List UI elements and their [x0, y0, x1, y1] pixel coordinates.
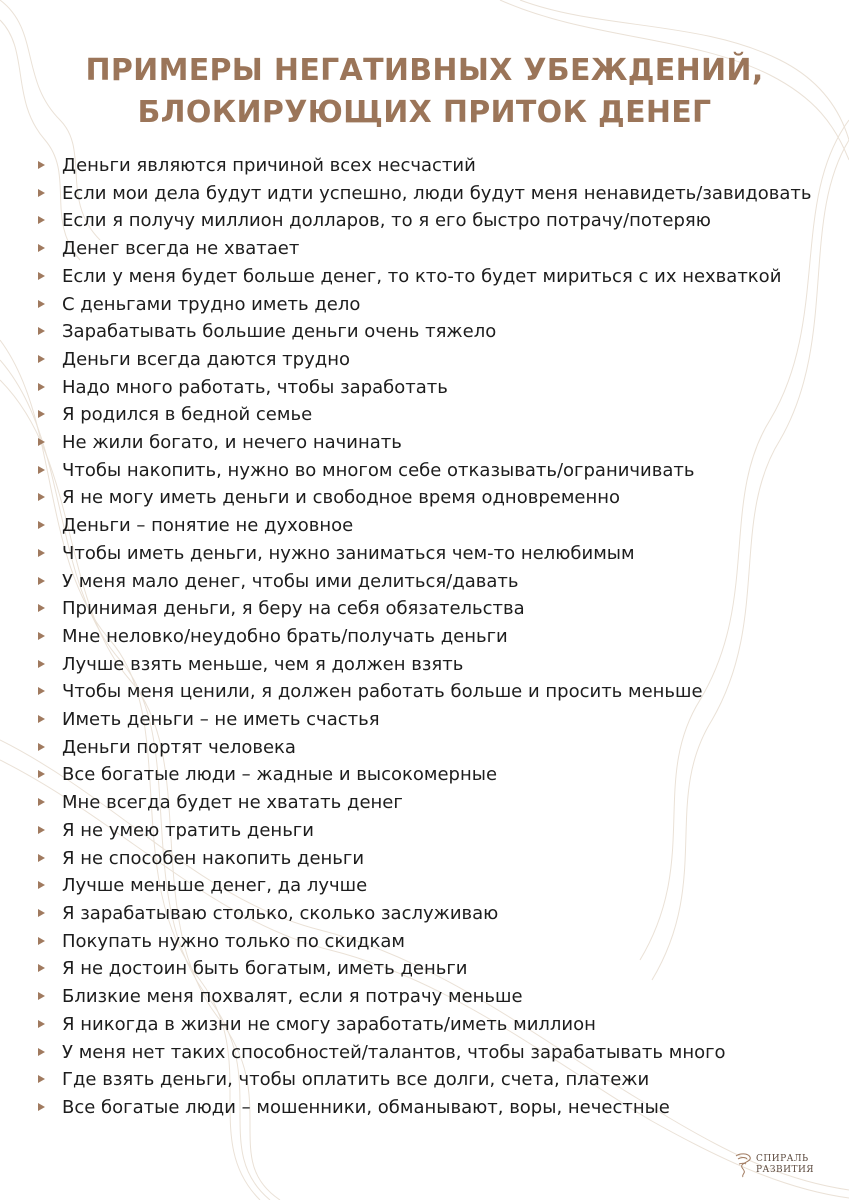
list-item-text: Я не способен накопить деньги	[62, 847, 365, 869]
logo-line-1: СПИРАЛЬ	[756, 1154, 809, 1164]
list-item-text: С деньгами трудно иметь дело	[62, 293, 361, 315]
bullet-triangle-icon	[38, 327, 45, 335]
bullet-triangle-icon	[38, 549, 45, 557]
list-item-text: Лучше меньше денег, да лучше	[62, 875, 368, 897]
list-item-text: Все богатые люди – жадные и высокомерные	[62, 764, 498, 786]
list-item-text: Все богатые люди – мошенники, обманывают, воры, нечестные	[62, 1096, 670, 1118]
list-item	[38, 374, 828, 402]
bullet-triangle-icon	[38, 798, 45, 806]
list-item	[38, 651, 828, 679]
title-line-2: БЛОКИРУЮЩИХ ПРИТОК ДЕНЕГ	[137, 95, 712, 130]
spiral-icon	[734, 1152, 752, 1178]
bullet-triangle-icon	[38, 383, 45, 391]
bullet-triangle-icon	[38, 604, 45, 612]
bullet-triangle-icon	[38, 521, 45, 529]
bullet-triangle-icon	[38, 909, 45, 917]
bullet-triangle-icon	[38, 1020, 45, 1028]
list-item-text: Мне неловко/неудобно брать/получать деньги	[62, 625, 508, 647]
list-item	[38, 706, 828, 734]
list-item-text: Деньги являются причиной всех несчастий	[62, 155, 476, 176]
list-item	[38, 235, 828, 263]
bullet-triangle-icon	[38, 687, 45, 695]
logo-line-2: РАЗВИТИЯ	[756, 1165, 815, 1175]
list-item	[38, 761, 828, 789]
logo	[734, 1150, 824, 1184]
list-item-text: Мне всегда будет не хватать денег	[62, 792, 403, 814]
list-item	[38, 429, 828, 457]
list-item	[38, 1094, 828, 1122]
list-item	[38, 152, 828, 180]
bullet-triangle-icon	[38, 410, 45, 418]
bullet-triangle-icon	[38, 355, 45, 363]
bullet-triangle-icon	[38, 300, 45, 308]
list-item-text: Я не умею тратить деньги	[62, 819, 314, 841]
bullet-triangle-icon	[38, 632, 45, 640]
list-item	[38, 983, 828, 1011]
list-item-text: Я никогда в жизни не смогу заработать/иметь миллион	[62, 1013, 596, 1035]
list-item	[38, 900, 828, 928]
list-item-text: Если я получу миллион долларов, то я его быстро потрачу/потеряю	[62, 210, 711, 232]
list-item	[38, 955, 828, 983]
logo-text	[756, 1154, 826, 1176]
list-item	[38, 401, 828, 429]
list-item	[38, 540, 828, 568]
list-item-text: Иметь деньги – не иметь счастья	[62, 709, 380, 731]
list-item-text: Я не могу иметь деньги и свободное время одновременно	[62, 487, 621, 509]
bullet-triangle-icon	[38, 770, 45, 778]
list-item	[38, 207, 828, 235]
list-item-text: Зарабатывать большие деньги очень тяжело	[62, 321, 497, 343]
list-item	[38, 457, 828, 485]
list-item-text: Близкие меня похвалят, если я потрачу меньше	[62, 986, 523, 1008]
list-item	[38, 484, 828, 512]
list-item-text: Принимая деньги, я беру на себя обязательства	[62, 598, 525, 620]
list-item	[38, 789, 828, 817]
list-item	[38, 180, 828, 208]
bullet-triangle-icon	[38, 826, 45, 834]
list-item	[38, 928, 828, 956]
bullet-triangle-icon	[38, 964, 45, 972]
bullet-triangle-icon	[38, 660, 45, 668]
list-item	[38, 595, 828, 623]
list-item-text: Я не достоин быть богатым, иметь деньги	[62, 958, 468, 980]
list-item	[38, 817, 828, 845]
bullet-triangle-icon	[38, 161, 45, 169]
list-item-text: Деньги всегда даются трудно	[62, 348, 350, 370]
list-item	[38, 734, 828, 762]
list-item	[38, 872, 828, 900]
bullet-triangle-icon	[38, 881, 45, 889]
title-line-1: ПРИМЕРЫ НЕГАТИВНЫХ УБЕЖДЕНИЙ,	[85, 53, 764, 88]
bullet-triangle-icon	[38, 272, 45, 280]
list-item	[38, 512, 828, 540]
list-item-text: Где взять деньги, чтобы оплатить все долги, счета, платежи	[62, 1069, 650, 1091]
list-item	[38, 318, 828, 346]
list-item-text: Я родился в бедной семье	[62, 404, 313, 426]
list-item-text: Не жили богато, и нечего начинать	[62, 432, 402, 454]
bullet-triangle-icon	[38, 1103, 45, 1111]
list-item	[38, 346, 828, 374]
bullet-triangle-icon	[38, 1075, 45, 1083]
list-item-text: Деньги портят человека	[62, 736, 296, 758]
bullet-triangle-icon	[38, 577, 45, 585]
list-item-text: Деньги – понятие не духовное	[62, 515, 354, 537]
list-item	[38, 1066, 828, 1094]
list-item-text: Чтобы иметь деньги, нужно заниматься чем-то нелюбимым	[62, 542, 635, 564]
bullet-triangle-icon	[38, 189, 45, 197]
list-item	[38, 263, 828, 291]
list-item-text: У меня мало денег, чтобы ими делиться/давать	[62, 570, 519, 592]
list-item-text: Если мои дела будут идти успешно, люди будут меня ненавидеть/завидовать	[62, 182, 812, 204]
list-item-text: Лучше взять меньше, чем я должен взять	[62, 653, 464, 675]
list-item	[38, 845, 828, 873]
list-item-text: Надо много работать, чтобы заработать	[62, 376, 448, 398]
list-item-text: Покупать нужно только по скидкам	[62, 930, 405, 952]
list-item-text: Я зарабатываю столько, сколько заслуживаю	[62, 902, 499, 924]
bullet-triangle-icon	[38, 854, 45, 862]
list-item-text: У меня нет таких способностей/талантов, чтобы зарабатывать много	[62, 1041, 726, 1063]
list-item	[38, 623, 828, 651]
bullet-triangle-icon	[38, 493, 45, 501]
bullet-triangle-icon	[38, 743, 45, 751]
bullet-triangle-icon	[38, 438, 45, 446]
bullet-triangle-icon	[38, 1048, 45, 1056]
list-item	[38, 678, 828, 706]
page-title	[0, 50, 849, 134]
list-item-text: Чтобы накопить, нужно во многом себе отказывать/ограничивать	[62, 459, 695, 481]
beliefs-list	[38, 152, 828, 1122]
list-item	[38, 1011, 828, 1039]
bullet-triangle-icon	[38, 466, 45, 474]
list-item	[38, 568, 828, 596]
list-item	[38, 1039, 828, 1067]
list-item-text: Чтобы меня ценили, я должен работать больше и просить меньше	[62, 681, 703, 703]
bullet-triangle-icon	[38, 216, 45, 224]
bullet-triangle-icon	[38, 992, 45, 1000]
bullet-triangle-icon	[38, 937, 45, 945]
bullet-triangle-icon	[38, 244, 45, 252]
list-item-text: Если у меня будет больше денег, то кто-то будет мириться с их нехваткой	[62, 265, 782, 287]
list-item	[38, 291, 828, 319]
bullet-triangle-icon	[38, 715, 45, 723]
list-item-text: Денег всегда не хватает	[62, 238, 300, 260]
